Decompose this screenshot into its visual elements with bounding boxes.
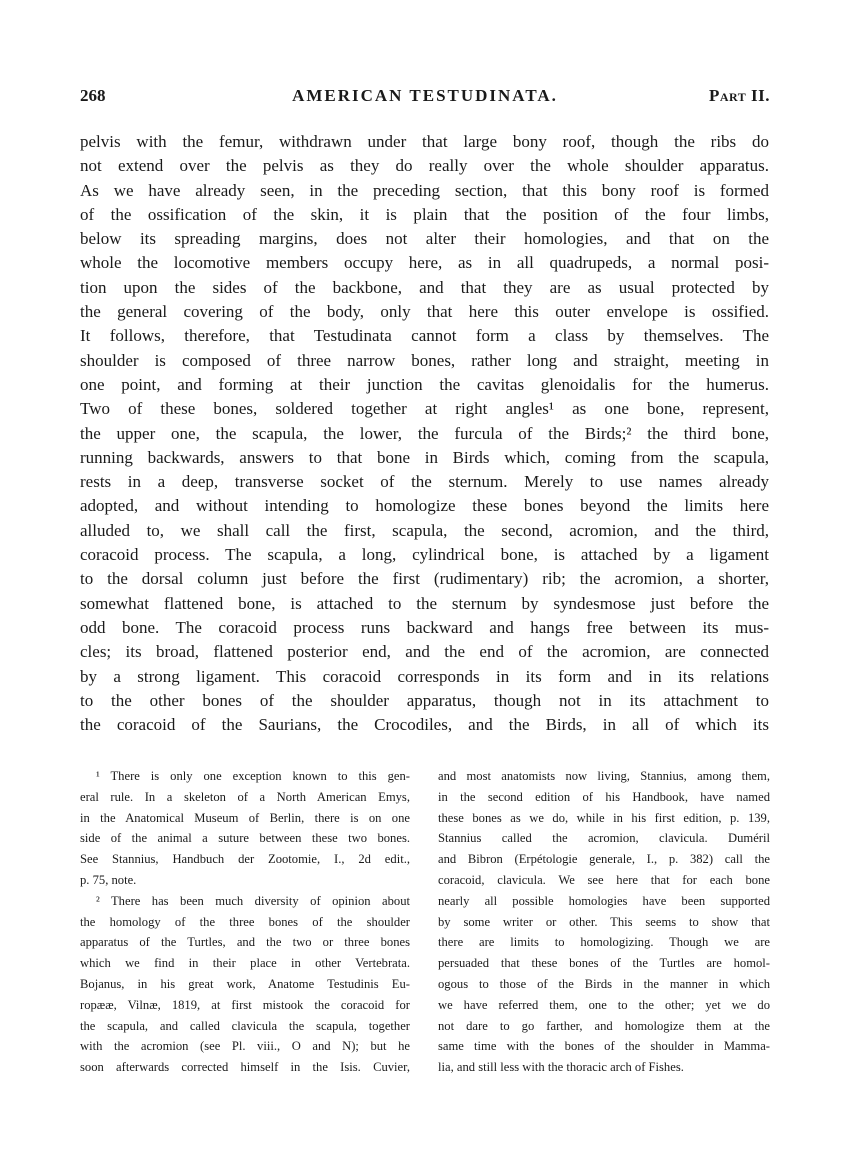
footnote-line: the homology of the three bones of the shoulder xyxy=(80,914,410,929)
footnote-line: apparatus of the Turtles, and the two or three bones xyxy=(80,935,410,950)
footnote-column-right xyxy=(438,766,770,1078)
text-line: rests in a deep, transverse socket of the sternum. Merely to use names already xyxy=(80,472,769,492)
text-line: whole the locomotive members occupy here, as in all quadrupeds, a normal posi- xyxy=(80,253,769,273)
running-title: AMERICAN TESTUDINATA. xyxy=(292,86,558,105)
text-line: Two of these bones, soldered together at right angles¹ as one bone, represent, xyxy=(80,399,769,419)
footnote-line: ropææ, Vilnæ, 1819, at first mistook the coracoid for xyxy=(80,997,410,1012)
footnote-line: p. 75, note. xyxy=(80,872,137,887)
footnote-line: Bojanus, in his great work, Anatome Testudinis Eu- xyxy=(80,976,410,991)
text-line: the upper one, the scapula, the lower, the furcula of the Birds;² the third bone, xyxy=(80,423,769,443)
footnote-line: eral rule. In a skeleton of a North American Emys, xyxy=(80,789,410,804)
main-text xyxy=(80,130,769,737)
running-header xyxy=(80,86,770,110)
text-line: cles; its broad, flattened posterior end, and the end of the acromion, are connected xyxy=(80,642,769,662)
footnote-line: same time with the bones of the shoulder in Mamma- xyxy=(438,1039,770,1054)
footnote-line: soon afterwards corrected himself in the Isis. Cuvier, xyxy=(80,1060,410,1075)
footnote-line: ogous to those of the Birds in the manner in which xyxy=(438,976,770,991)
footnote-line: persuaded that these bones of the Turtles are homol- xyxy=(438,956,770,971)
footnote-line: there are limits to homologizing. Though we are xyxy=(438,935,770,950)
text-line: to the other bones of the shoulder apparatus, though not in its attachment to xyxy=(80,690,769,710)
footnote-line: See Stannius, Handbuch der Zootomie, I., 2d edit., xyxy=(80,852,410,867)
footnote-line: lia, and still less with the thoracic arch of Fishes. xyxy=(438,1060,684,1075)
footnote-line: ¹ There is only one exception known to this gen- xyxy=(96,769,410,783)
text-line: the coracoid of the Saurians, the Crocodiles, and the Birds, in all of which its xyxy=(80,715,769,735)
text-line: by a strong ligament. This coracoid corresponds in its form and in its relations xyxy=(80,666,769,686)
footnotes xyxy=(80,766,770,1096)
footnote-line: Stannius called the acromion, clavicula. Duméril xyxy=(438,831,770,846)
text-line: coracoid process. The scapula, a long, cylindrical bone, is attached by a ligament xyxy=(80,545,769,565)
footnote-line: and most anatomists now living, Stannius, among them, xyxy=(438,769,770,783)
text-line: pelvis with the femur, withdrawn under that large bony roof, though the ribs do xyxy=(80,132,769,151)
footnote-line: with the acromion (see Pl. viii., O and N); but he xyxy=(80,1039,410,1054)
footnote-line: the scapula, and called clavicula the scapula, together xyxy=(80,1018,410,1033)
footnote-line: ² There has been much diversity of opinion about xyxy=(96,893,410,908)
text-line: odd bone. The coracoid process runs backward and hangs free between its mus- xyxy=(80,617,769,637)
text-line: not extend over the pelvis as they do really over the whole shoulder apparatus. xyxy=(80,156,769,176)
footnote-line: in the Anatomical Museum of Berlin, there is on one xyxy=(80,810,410,825)
text-line: shoulder is composed of three narrow bones, rather long and straight, meeting in xyxy=(80,350,769,370)
text-line: adopted, and without intending to homologize these bones beyond the limits here xyxy=(80,496,769,516)
footnote-line: in the second edition of his Handbook, have named xyxy=(438,789,770,804)
footnote-column-left xyxy=(80,766,410,1078)
text-line: running backwards, answers to that bone in Birds which, coming from the scapula, xyxy=(80,447,769,467)
footnote-line: side of the animal a suture between these two bones. xyxy=(80,831,410,846)
footnote-line: coracoid, clavicula. We see here that for each bone xyxy=(438,872,770,887)
part-label: Part II. xyxy=(708,86,770,105)
text-line: below its spreading margins, does not alter their homologies, and that on the xyxy=(80,229,769,249)
text-line: the general covering of the body, only that here this outer envelope is ossified. xyxy=(80,302,769,322)
text-line: tion upon the sides of the backbone, and that they are as usual protected by xyxy=(80,277,769,297)
text-line: As we have already seen, in the preceding section, that this bony roof is formed xyxy=(80,180,769,200)
footnote-line: we have referred them, one to the other; yet we do xyxy=(438,997,770,1012)
text-line: It follows, therefore, that Testudinata cannot form a class by themselves. The xyxy=(80,326,769,346)
text-line: to the dorsal column just before the first (rudimentary) rib; the acromion, a shorter, xyxy=(80,569,769,589)
page-number: 268 xyxy=(80,86,106,105)
footnote-line: these bones as we do, while in his first edition, p. 139, xyxy=(438,810,770,825)
footnote-line: not dare to go farther, and homologize them at the xyxy=(438,1018,770,1033)
text-line: somewhat flattened bone, is attached to the sternum by syndesmose just before the xyxy=(80,593,769,613)
footnote-line: and Bibron (Erpétologie generale, I., p. 382) call the xyxy=(438,852,770,867)
text-line: one point, and forming at their junction the cavitas glenoidalis for the humerus. xyxy=(80,374,769,394)
footnote-line: by some writer or other. This seems to show that xyxy=(438,914,770,929)
text-line: of the ossification of the skin, it is plain that the position of the four limbs, xyxy=(80,204,769,224)
footnote-line: which we find in their place in other Vertebrata. xyxy=(80,956,410,971)
text-line: alluded to, we shall call the first, scapula, the second, acromion, and the third, xyxy=(80,520,769,540)
footnote-line: nearly all possible homologies have been supported xyxy=(438,893,770,908)
